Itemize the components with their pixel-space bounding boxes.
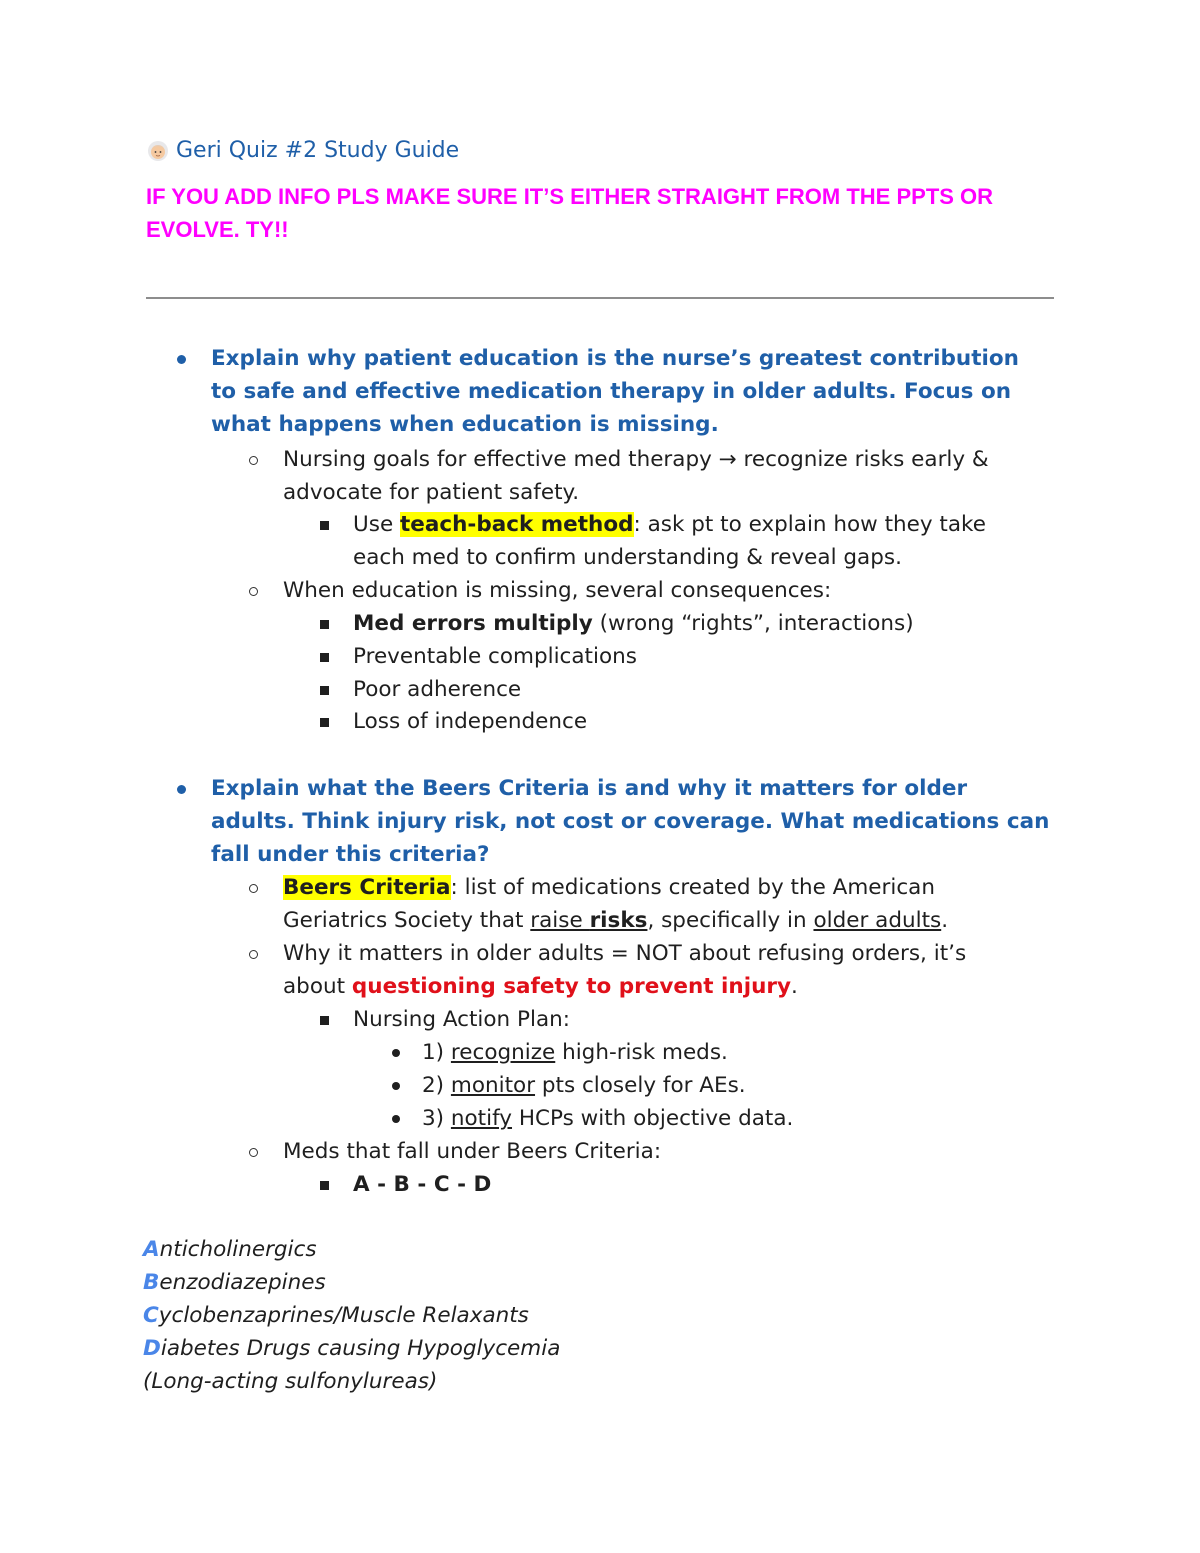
- square-bullet-icon: [320, 686, 329, 695]
- section1-question-line2: to safe and effective medication therapy in older adults. Focus on: [211, 379, 1012, 404]
- section1-question-line1: Explain why patient education is the nurse’s greatest contribution: [211, 346, 1019, 371]
- section2-question-line2: adults. Think injury risk, not cost or coverage. What medications can: [211, 809, 1050, 834]
- section2-question-line3: fall under this criteria?: [211, 842, 490, 867]
- action-step-2: 2) monitor pts closely for AEs.: [422, 1073, 746, 1098]
- consequence-2: Preventable complications: [353, 644, 637, 669]
- square-bullet-icon: [320, 620, 329, 629]
- consequence-3: Poor adherence: [353, 677, 522, 702]
- teach-back-line2: each med to confirm understanding & reveal gaps.: [353, 545, 902, 570]
- doc-title-text: Geri Quiz #2 Study Guide: [176, 138, 460, 163]
- section1-question-line3: what happens when education is missing.: [211, 412, 719, 437]
- why-matters-line2: about questioning safety to prevent injury.: [283, 974, 798, 999]
- consequence-4: Loss of independence: [353, 709, 588, 734]
- abcd-item-c: Cyclobenzaprines/Muscle Relaxants: [143, 1303, 529, 1328]
- beers-criteria-highlight: Beers Criteria: [283, 875, 451, 900]
- circle-bullet-icon: [249, 884, 258, 893]
- circle-bullet-icon: [249, 587, 258, 596]
- doc-title: [146, 138, 459, 163]
- square-bullet-icon: [320, 1181, 329, 1190]
- dot-bullet-icon: [392, 1115, 400, 1123]
- warning-note: IF YOU ADD INFO PLS MAKE SURE IT’S EITHER STRAIGHT FROM THE PPTS OR EVOLVE. TY!!: [146, 184, 994, 242]
- teach-back-line1: Use teach-back method: ask pt to explain how they take: [353, 512, 986, 537]
- section2-question-line1: Explain what the Beers Criteria is and why it matters for older: [211, 776, 968, 801]
- dot-bullet-icon: [392, 1049, 400, 1057]
- abcd-item-a: Anticholinergics: [143, 1237, 317, 1262]
- dot-bullet-icon: [392, 1082, 400, 1090]
- nursing-action-plan: Nursing Action Plan:: [353, 1007, 570, 1032]
- square-bullet-icon: [320, 718, 329, 727]
- consequence-1: Med errors multiply (wrong “rights”, interactions): [353, 611, 914, 636]
- goal-line1: Nursing goals for effective med therapy → recognize risks early &: [283, 447, 989, 472]
- horizontal-divider: [146, 297, 1054, 299]
- teach-back-highlight: teach-back method: [400, 512, 634, 537]
- beers-definition-line1: Beers Criteria: list of medications created by the American: [283, 875, 935, 900]
- square-bullet-icon: [320, 1016, 329, 1025]
- action-step-3: 3) notify HCPs with objective data.: [422, 1106, 794, 1131]
- meds-beers-line: Meds that fall under Beers Criteria:: [283, 1139, 662, 1164]
- square-bullet-icon: [320, 653, 329, 662]
- circle-bullet-icon: [249, 950, 258, 959]
- abcd-note: (Long-acting sulfonylureas): [143, 1369, 438, 1394]
- goal-line2: advocate for patient safety.: [283, 480, 580, 505]
- beers-definition-line2: Geriatrics Society that raise risks, specifically in older adults.: [283, 908, 949, 933]
- action-step-1: 1) recognize high-risk meds.: [422, 1040, 728, 1065]
- abcd-item-d: Diabetes Drugs causing Hypoglycemia: [143, 1336, 561, 1361]
- missing-education-line: When education is missing, several consequences:: [283, 578, 832, 603]
- abcd-mnemonic: A - B - C - D: [353, 1172, 492, 1197]
- why-matters-line1: Why it matters in older adults = NOT about refusing orders, it’s: [283, 941, 967, 966]
- circle-bullet-icon: [249, 456, 258, 465]
- circle-bullet-icon: [249, 1148, 258, 1157]
- old-woman-emoji-icon: [146, 139, 170, 163]
- bullet-icon: [177, 355, 186, 364]
- abcd-item-b: Benzodiazepines: [143, 1270, 326, 1295]
- square-bullet-icon: [320, 521, 329, 530]
- bullet-icon: [177, 785, 186, 794]
- questioning-safety-red: questioning safety to prevent injury: [351, 974, 791, 999]
